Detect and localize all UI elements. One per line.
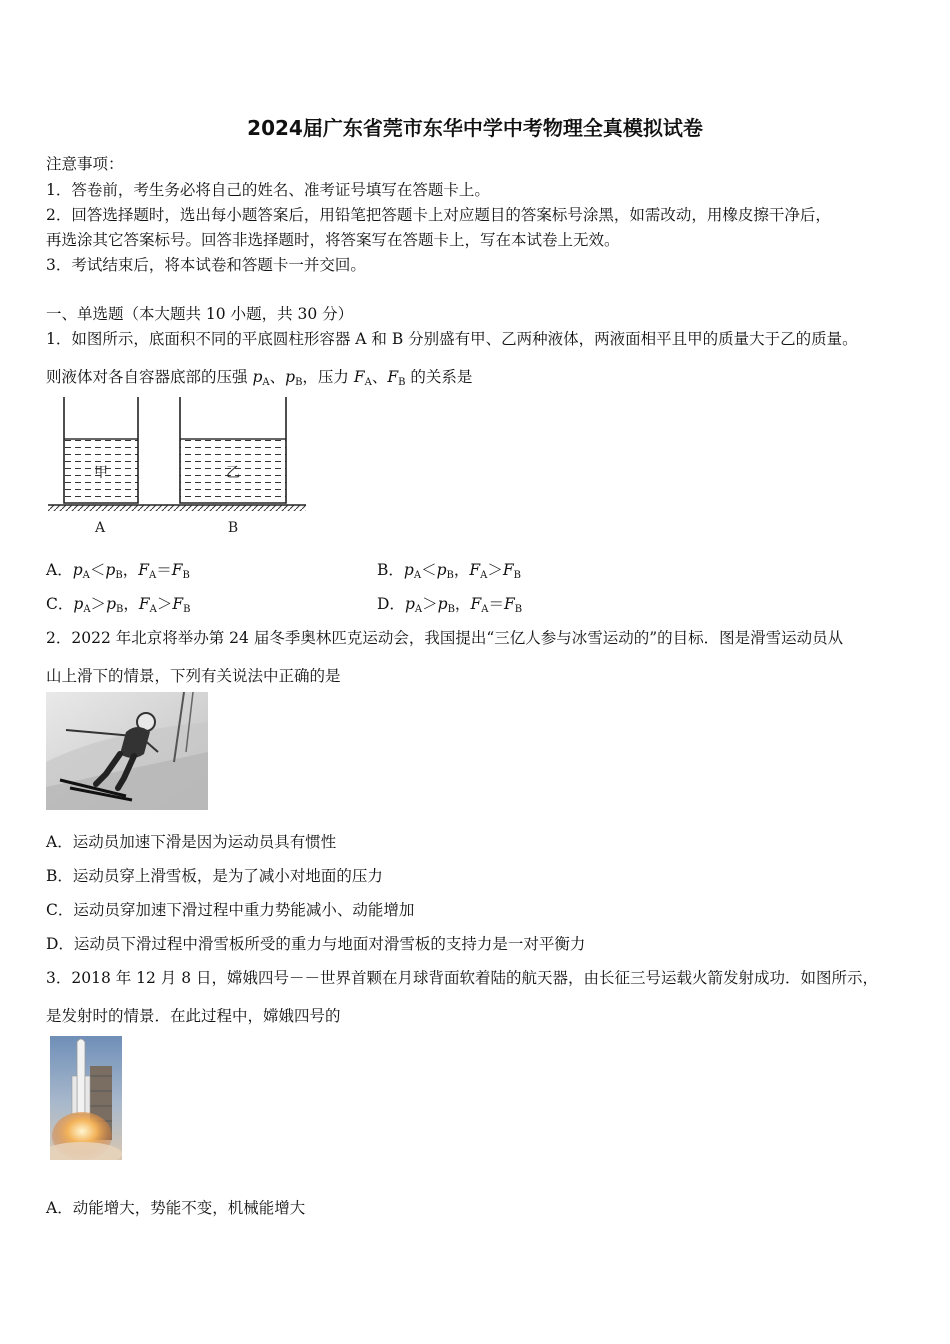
q3-line2: 是发射时的情景．在此过程中，嫦娥四号的	[46, 1007, 341, 1025]
liquid-b-label: 乙	[226, 465, 240, 481]
q2-option-b: B．运动员穿上滑雪板，是为了减小对地面的压力	[46, 867, 383, 885]
q1-option-a: A．$p_A<p_B$，$F_A=F_B$	[46, 561, 190, 581]
container-a-label: A	[94, 520, 106, 536]
q1-option-c: C．$p_A>p_B$，$F_A>F_B$	[46, 595, 191, 615]
q2-line1: 2．2022 年北京将举办第 24 届冬季奥林匹克运动会，我国提出“三亿人参与冰雪运动的”的目标．图是滑雪运动员从	[46, 629, 844, 647]
q2-option-c: C．运动员穿加速下滑过程中重力势能减小、动能增加	[46, 901, 415, 919]
page-title: 2024届广东省莞市东华中学中考物理全真模拟试卷	[247, 116, 703, 140]
liquid-a-label: 甲	[94, 465, 108, 481]
section-heading: 一、单选题（本大题共 10 小题，共 30 分）	[46, 305, 354, 323]
notice-item-2: 2．回答选择题时，选出每小题答案后，用铅笔把答题卡上对应题目的答案标号涂黑，如需改动，用橡皮擦干净后，	[46, 206, 831, 224]
q1-line1: 1．如图所示，底面积不同的平底圆柱形容器 A 和 B 分别盛有甲、乙两种液体，两液面相平且甲的质量大于乙的质量。	[46, 330, 858, 348]
notice-item-1: 1．答卷前，考生务必将自己的姓名、准考证号填写在答题卡上。	[46, 181, 490, 199]
ground-hatch	[48, 505, 306, 511]
q3-option-a: A．动能增大，势能不变，机械能增大	[46, 1199, 306, 1217]
q2-option-a: A．运动员加速下滑是因为运动员具有惯性	[46, 833, 337, 851]
container-b	[180, 397, 286, 503]
q2-option-d: D．运动员下滑过程中滑雪板所受的重力与地面对滑雪板的支持力是一对平衡力	[46, 935, 586, 953]
container-a	[64, 397, 138, 503]
q1-line2: 则液体对各自容器底部的压强 $p_A$、$p_B$，压力 $F_A$、$F_B$ 的关系是	[46, 368, 473, 388]
containers-figure	[44, 395, 310, 540]
notice-item-2-cont: 再选涂其它答案标号。回答非选择题时，将答案写在答题卡上，写在本试卷上无效。	[46, 231, 620, 249]
q2-line2: 山上滑下的情景，下列有关说法中正确的是	[46, 667, 341, 685]
q3-line1: 3．2018 年 12 月 8 日，嫦娥四号－－世界首颗在月球背面软着陆的航天器，由长征三号运载火箭发射成功．如图所示，	[46, 969, 879, 987]
q1-option-d: D．$p_A>p_B$，$F_A=F_B$	[377, 595, 523, 615]
q1-option-b: B．$p_A<p_B$，$F_A>F_B$	[377, 561, 522, 581]
notice-heading: 注意事项：	[46, 155, 124, 173]
notice-item-3: 3．考试结束后，将本试卷和答题卡一并交回。	[46, 256, 366, 274]
container-b-label: B	[227, 520, 239, 536]
skier-image	[46, 692, 208, 810]
rocket-launch-image	[50, 1036, 122, 1160]
